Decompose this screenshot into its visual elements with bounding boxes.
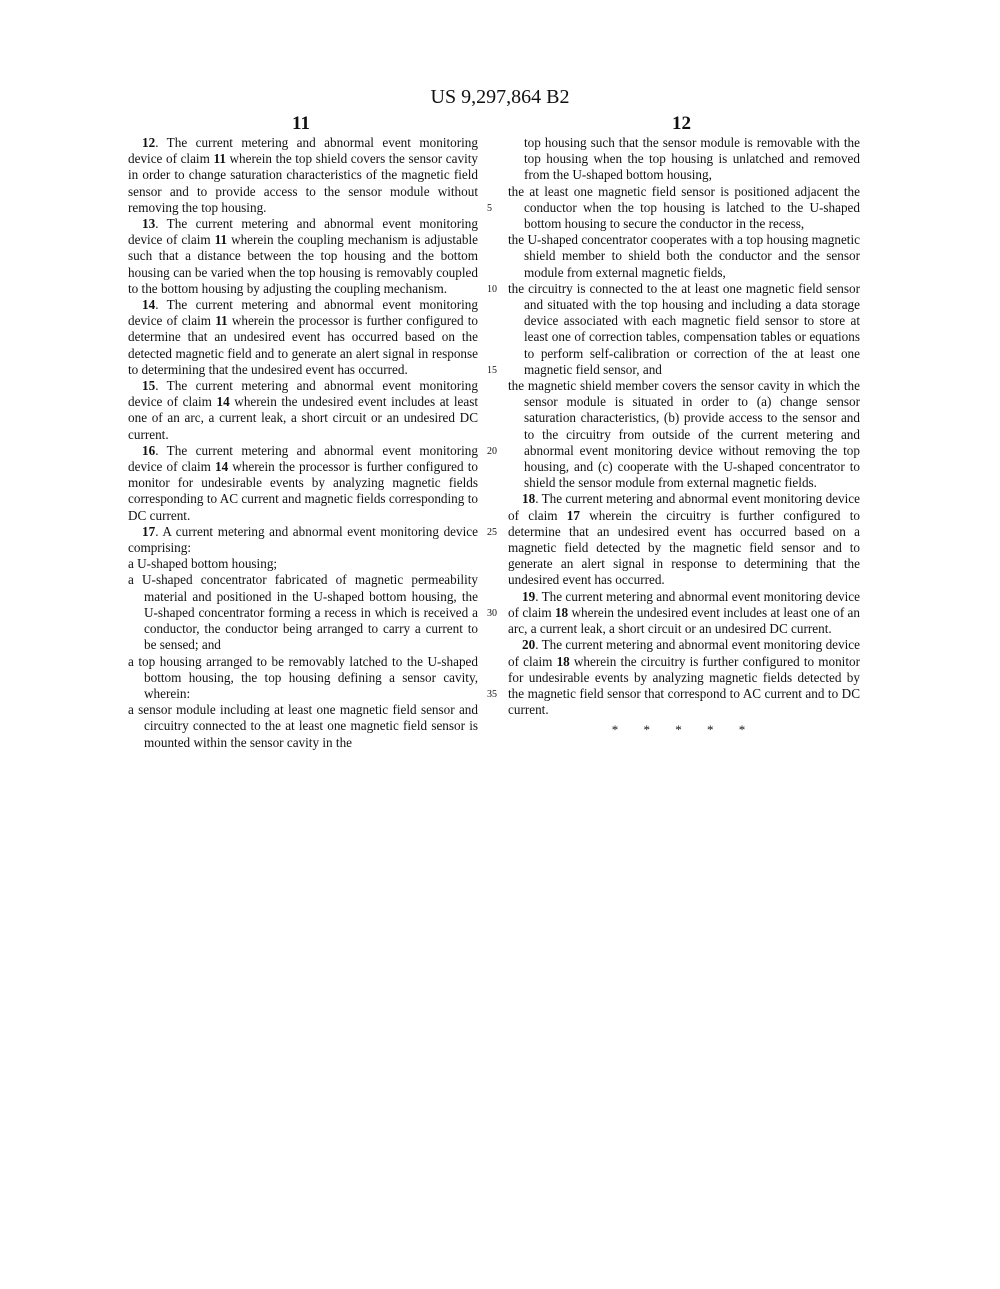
claim-reference: 11 (213, 151, 226, 167)
claim-number: 15 (142, 378, 156, 394)
claim-20 (508, 637, 860, 718)
line-number: 35 (487, 689, 497, 700)
claim-reference: 18 (556, 653, 570, 669)
line-number: 5 (487, 203, 492, 214)
claim-text: wherein the coupling mechanism is adjustable such that a distance between the top housing and the bottom housing can be varied when the top housing is removably coupled to the bottom housing by adjusting the coupling mechanism. (128, 232, 478, 296)
claim-text: wherein the circuitry is further configured to determine that an undesired event has occurred based on a magnetic field detected by the magnetic field sensor and to generate an alert signal in response to determining that the undesired event has occurred. (508, 507, 861, 588)
claim-text: . A current metering and abnormal event monitoring device comprising: (128, 523, 478, 556)
claim-reference: 14 (214, 459, 229, 475)
claim-text: . The current metering and abnormal event monitoring device of claim (508, 491, 860, 523)
claim-12 (128, 135, 478, 216)
claim-number: 18 (522, 491, 536, 507)
claim-17-element: a sensor module including at least one magnetic field sensor and circuitry connected to the at least one magnetic field sensor is mounted within the sensor cavity in the (128, 702, 478, 750)
claim-number: 14 (142, 297, 156, 313)
claim-17 (128, 524, 478, 556)
claim-text: wherein the processor is further configured to monitor for undesirable events by analyzing magnetic fields corresponding to AC current and magnetic fields corresponding to DC current. (128, 459, 478, 523)
claim-text: . The current metering and abnormal event monitoring device of claim (128, 216, 478, 248)
claim-17-element: top housing such that the sensor module is removable with the top housing when the top housing is unlatched and removed from the U-shaped bottom housing, (524, 135, 860, 183)
line-number: 10 (487, 284, 497, 295)
claim-text: . The current metering and abnormal event monitoring device of claim (128, 135, 478, 167)
line-number: 20 (487, 446, 497, 457)
claim-text: wherein the undesired event includes at least one of an arc, a current leak, a short circuit or an undesired DC current. (128, 394, 478, 442)
claim-reference: 11 (214, 232, 228, 248)
claim-number: 20 (522, 637, 536, 653)
claim-number: 16 (142, 442, 156, 458)
claim-13 (128, 216, 478, 297)
claim-17-element: the magnetic shield member covers the sensor cavity in which the sensor module is situated in order to (a) change sensor saturation characteristics, (b) provide access to the sensor and to the circuitry from outside of the current metering and abnormal event monitoring device without removing the top housing, and (c) cooperate with the U-shaped concentrator to shield the sensor module from external magnetic fields. (508, 378, 860, 491)
end-of-document-marker: * * * * * (611, 722, 757, 738)
claim-18 (508, 491, 860, 588)
left-column (128, 135, 478, 751)
claim-17-element: the at least one magnetic field sensor is positioned adjacent the conductor when the top housing is latched to the U-shaped bottom housing to secure the conductor in the recess, (508, 183, 860, 232)
claim-text: . The current metering and abnormal event monitoring device of claim (128, 297, 478, 329)
claim-text: . The current metering and abnormal event monitoring device of claim (128, 442, 478, 475)
claim-17-element: a U-shaped bottom housing; (128, 556, 278, 572)
claim-17-element: a U-shaped concentrator fabricated of magnetic permeability material and positioned in the U-shaped bottom housing, the U-shaped concentrator forming a recess in which is received a conductor, the conductor being arranged to carry a current to be sensed; and (128, 572, 478, 653)
line-number: 30 (487, 608, 497, 619)
claim-text: wherein the top shield covers the sensor cavity in order to change saturation characteristics of the magnetic field sensor and to provide access to the sensor module without removing the top housing. (128, 151, 478, 215)
claim-17-element: the U-shaped concentrator cooperates with a top housing magnetic shield member to shield both the conductor and the sensor module from external magnetic fields, (508, 232, 860, 280)
claim-text: . The current metering and abnormal event monitoring device of claim (128, 378, 478, 410)
claim-number: 19 (522, 588, 536, 604)
claim-14 (128, 297, 478, 378)
claim-reference: 14 (216, 394, 230, 410)
claim-reference: 11 (215, 313, 228, 329)
claim-text: wherein the undesired event includes at least one of an arc, a current leak, a short circuit or an undesired DC current. (508, 604, 861, 637)
claim-text: . The current metering and abnormal event monitoring device of claim (508, 588, 860, 620)
claim-text: wherein the processor is further configured to determine that an undesired event has occurred based on the detected magnetic field and to generate an alert signal in response to determining that the undesired event has occurred. (128, 313, 478, 377)
claim-17-element: the circuitry is connected to the at least one magnetic field sensor and situated with the top housing and including a data storage device associated with each magnetic field sensor to store at least one of correction tables, compensation tables or equations to perform self-calibration or correction of the at least one magnetic field sensor, and (508, 280, 860, 377)
claim-15 (128, 378, 478, 443)
right-column (508, 135, 860, 739)
line-number: 15 (487, 365, 497, 376)
claim-text: . The current metering and abnormal event monitoring device of claim (508, 637, 860, 669)
column-number-left: 11 (292, 113, 310, 134)
claim-19 (508, 589, 860, 638)
column-number-right: 12 (672, 113, 691, 134)
claim-16 (128, 443, 478, 524)
claim-reference: 18 (554, 604, 569, 620)
claim-reference: 17 (566, 507, 580, 523)
line-number: 25 (487, 527, 497, 538)
claim-number: 13 (142, 216, 156, 232)
claim-text: wherein the circuitry is further configured to monitor for undesirable events by analyzing magnetic fields detected by the magnetic field sensor that correspond to AC current and to DC current. (508, 653, 860, 718)
claim-number: 12 (142, 135, 156, 150)
claim-number: 17 (142, 523, 156, 539)
patent-number: US 9,297,864 B2 (430, 86, 570, 108)
claim-17-element: a top housing arranged to be removably latched to the U-shaped bottom housing, the top housing defining a sensor cavity, wherein: (128, 653, 478, 701)
